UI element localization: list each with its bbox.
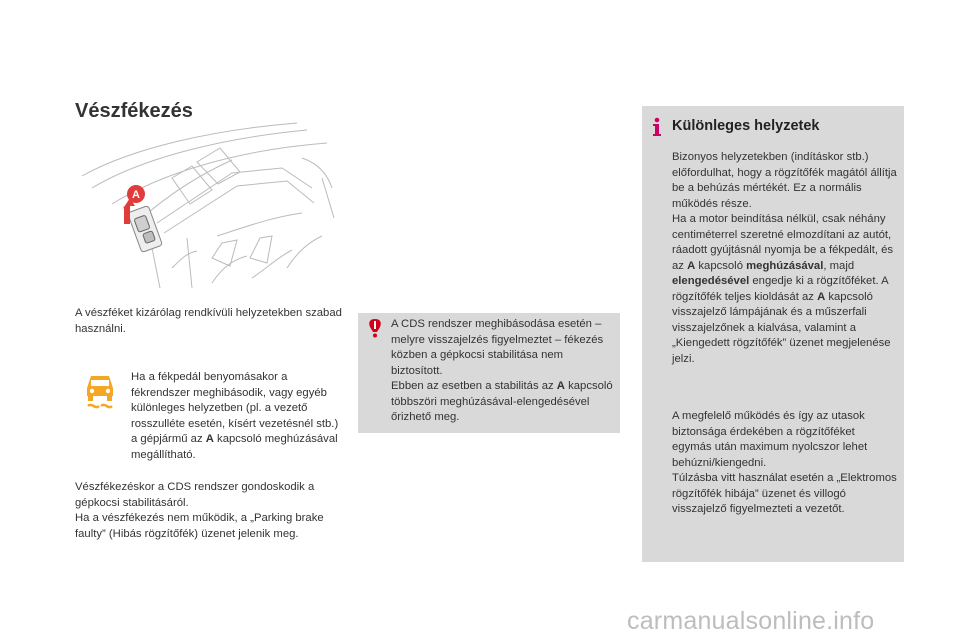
watermark: carmanualsonline.info — [627, 607, 875, 635]
info-icon — [650, 117, 664, 137]
callout-a-label: A — [132, 189, 140, 201]
brake-warning-icon — [85, 372, 115, 414]
info-paragraph-1: Bizonyos helyzetekben (indításkor stb.) előfordulhat, hogy a rögzítőfék magától állítja be a behúzás mértékét. Ez a normális működés része. Ha a motor beindítása nélkül, csak néhány centiméterrel szeretné elmozdítani az autót, ráadott gyújtásnál nyomja be a fékpedált, és az A kapcsoló meghúzásával, majd elengedésével engedje ki a rögzítőféket. A rögzítőfék teljes kioldását az A kapcsoló visszajelző lámpájának és a műszerfali visszajelzőnek a kialvása, valamint a „Kiengedett rögzítőfék” üzenet megjelenése jelzi. — [672, 151, 897, 365]
parking-brake-switch — [127, 206, 162, 253]
exclamation-warning-icon — [367, 318, 383, 338]
cds-note-paragraph: Vészfékezéskor a CDS rendszer gondoskodik a gépkocsi stabilitásáról. Ha a vészfékezés nem működik, a „Parking brake faulty” (Hibás rögzítőfék) üzenet jelenik meg. — [75, 481, 324, 540]
page-title: Vészfékezés — [75, 100, 193, 122]
intro-paragraph: A vészféket kizárólag rendkívüli helyzetekben szabad használni. — [75, 307, 342, 335]
warning-paragraph: A CDS rendszer meghibásodása esetén – melyre visszajelzés figyelmeztet – fékezés közben a gépkocsi stabilitása nem biztosított. Ebben az esetben a stabilitás az A kapcsoló többszöri meghúzásával-elengedésével őrizhető meg. — [391, 318, 613, 423]
info-title: Különleges helyzetek — [672, 118, 820, 134]
console-illustration — [72, 118, 340, 293]
brake-note-paragraph: Ha a fékpedál benyomásakor a fékrendszer meghibásodik, vagy egyéb különleges helyzetben (pl. a vezető rosszulléte esetén, kísért vezetésnél stb.) a gépjármű az A kapcsoló meghúzásával megállítható. — [131, 371, 339, 461]
info-paragraph-2: A megfelelő működés és így az utasok biztonsága érdekében a rögzítőféket egymás után maximum nyolcszor lehet behúzni/kiengedni. Túlzásba vitt használat esetén a „Elektromos rögzítőfék hibája” üzenet és villogó visszajelző figyelmezteti a vezetőt. — [672, 410, 897, 515]
